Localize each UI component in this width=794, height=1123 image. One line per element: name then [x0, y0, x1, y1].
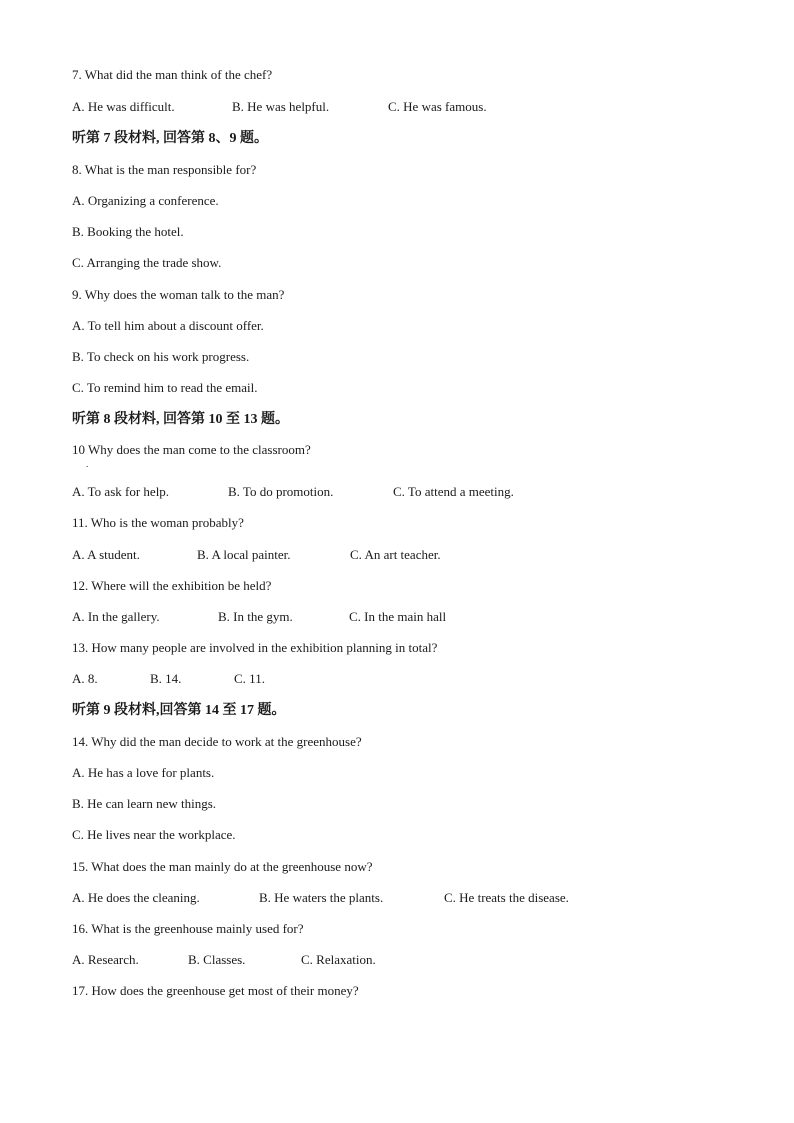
section-heading-9: 听第 9 段材料,回答第 14 至 17 题。: [72, 703, 286, 718]
question-16: 16. What is the greenhouse mainly used for?: [72, 921, 304, 936]
question-16-option-c: C. Relaxation.: [301, 952, 376, 967]
question-14-option-c: C. He lives near the workplace.: [72, 827, 236, 842]
question-7: 7. What did the man think of the chef?: [72, 67, 273, 82]
question-17: 17. How does the greenhouse get most of their money?: [72, 983, 359, 998]
question-13-option-c: C. 11.: [234, 671, 265, 686]
question-8-option-c: C. Arranging the trade show.: [72, 255, 222, 270]
question-10: 10 Why does the man come to the classroom?: [72, 442, 311, 457]
question-15-option-c: C. He treats the disease.: [444, 890, 569, 905]
question-15: 15. What does the man mainly do at the greenhouse now?: [72, 859, 373, 874]
question-12: 12. Where will the exhibition be held?: [72, 578, 272, 593]
question-7-option-a: A. He was difficult.: [72, 99, 175, 114]
question-11-option-b: B. A local painter.: [197, 547, 291, 562]
question-14-option-a: A. He has a love for plants.: [72, 765, 215, 780]
section-heading-8: 听第 8 段材料, 回答第 10 至 13 题。: [72, 412, 289, 427]
question-9-option-b: B. To check on his work progress.: [72, 349, 250, 364]
question-8-option-b: B. Booking the hotel.: [72, 224, 184, 239]
section-heading-7: 听第 7 段材料, 回答第 8、9 题。: [72, 131, 268, 146]
question-10-option-b: B. To do promotion.: [228, 484, 334, 499]
question-10-option-a: A. To ask for help.: [72, 484, 170, 499]
question-12-option-c: C. In the main hall: [349, 609, 447, 624]
question-11: 11. Who is the woman probably?: [72, 515, 244, 530]
question-9: 9. Why does the woman talk to the man?: [72, 287, 285, 302]
question-9-option-c: C. To remind him to read the email.: [72, 380, 258, 395]
question-11-option-a: A. A student.: [72, 547, 140, 562]
question-8-option-a: A. Organizing a conference.: [72, 193, 219, 208]
question-15-option-a: A. He does the cleaning.: [72, 890, 200, 905]
question-14-option-b: B. He can learn new things.: [72, 796, 217, 811]
question-7-option-c: C. He was famous.: [388, 99, 487, 114]
question-12-option-a: A. In the gallery.: [72, 609, 160, 624]
question-16-option-a: A. Research.: [72, 952, 139, 967]
stray-dot-mark: .: [86, 459, 89, 469]
question-15-option-b: B. He waters the plants.: [259, 890, 384, 905]
question-13-option-a: A. 8.: [72, 671, 98, 686]
question-10-option-c: C. To attend a meeting.: [393, 484, 514, 499]
question-14: 14. Why did the man decide to work at the greenhouse?: [72, 734, 362, 749]
question-13-option-b: B. 14.: [150, 671, 182, 686]
question-9-option-a: A. To tell him about a discount offer.: [72, 318, 264, 333]
question-12-option-b: B. In the gym.: [218, 609, 293, 624]
question-11-option-c: C. An art teacher.: [350, 547, 441, 562]
question-16-option-b: B. Classes.: [188, 952, 246, 967]
question-13: 13. How many people are involved in the exhibition planning in total?: [72, 640, 438, 655]
question-8: 8. What is the man responsible for?: [72, 162, 257, 177]
question-7-option-b: B. He was helpful.: [232, 99, 330, 114]
